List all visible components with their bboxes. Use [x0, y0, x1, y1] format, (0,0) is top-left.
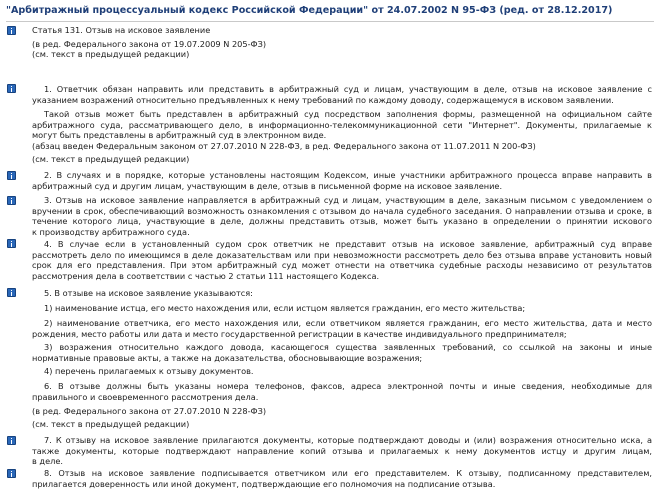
- paragraph-line: правильного и своевременного рассмотрения дела.: [32, 391, 259, 402]
- info-icon[interactable]: [7, 469, 16, 478]
- paragraph-line: прилагается доверенность или иной документ, подтверждающие его полномочия на подписание отзыва.: [32, 478, 496, 489]
- paragraph-line: 8. Отзыв на исковое заявление подписывается ответчиком или его представителем. К отзыву, подписанному представителем,: [44, 468, 652, 478]
- paragraph-line: рассмотреть дело по имеющимся в деле доказательствам или при невозможности рассмотреть дело без отзыва вправе установить новый: [32, 249, 652, 260]
- paragraph-6-note: [32, 406, 652, 429]
- paragraph-6: [32, 381, 652, 402]
- paragraph-line: 1. Ответчик обязан направить или представить в арбитражный суд и лицам, участвующим в деле, отзыв на исковое заявление с: [44, 84, 652, 94]
- paragraph-line: 2. В случаях и в порядке, которые установлены настоящим Кодексом, иные участники арбитражного процесса вправе направить в: [44, 170, 652, 180]
- list-item: 2) наименование ответчика, его место нахождения или, если ответчиком является гражданин, его место жительства, дата и место: [44, 318, 652, 328]
- paragraph-5: [32, 288, 652, 299]
- paragraph-line: течение которого лица, участвующие в деле, должны представить отзыв, может быть указано в определении о принятии искового: [32, 216, 652, 227]
- list-item: 4) перечень прилагаемых к отзыву документов.: [44, 366, 254, 376]
- paragraph-line: рассмотрения дела в соответствии с частью 2 статьи 111 настоящего Кодекса.: [32, 270, 380, 281]
- previous-edition-link[interactable]: (см. текст в предыдущей редакции): [32, 418, 190, 429]
- amendment-note: (абзац введен Федеральным законом от 27.07.2010 N 228-ФЗ, в ред. Федерального закона от 11.07.2011 N 200-ФЗ): [32, 141, 536, 151]
- amendment-note: (в ред. Федерального закона от 27.07.2010 N 228-ФЗ): [32, 406, 267, 416]
- paragraph-5-item-2: [32, 318, 652, 339]
- paragraph-line: 3. Отзыв на исковое заявление направляется в арбитражный суд и лицам, участвующим в деле, заказным письмом с уведомлением о: [44, 195, 652, 205]
- paragraph-line: к производству арбитражного суда.: [32, 226, 190, 237]
- paragraph-line: 4. В случае если в установленный судом срок ответчик не представит отзыв на исковое заявление, арбитражный суд вправе: [44, 239, 652, 249]
- paragraph-5-item-1: [32, 303, 652, 314]
- info-icon[interactable]: [7, 84, 16, 93]
- paragraph-line: также документы, которые подтверждают направление копий отзыва и прилагаемых к нему документов истцу и другим лицам,: [32, 445, 652, 456]
- paragraph-line: 7. К отзыву на исковое заявление прилагаются документы, которые подтверждают доводы и (или) возражения относительно иска, а: [44, 435, 652, 445]
- list-item: 3) возражения относительно каждого довода, касающегося существа заявленных требований, со ссылкой на законы и иные: [44, 342, 652, 352]
- list-item: 1) наименование истца, его место нахождения или, если истцом является гражданин, его место жительства;: [44, 303, 526, 313]
- paragraph-line: 6. В отзыве должны быть указаны номера телефонов, факсов, адреса электронной почты и иные сведения, необходимые для: [44, 381, 652, 391]
- paragraph-line: 5. В отзыве на исковое заявление указываются:: [44, 288, 253, 298]
- document-title: "Арбитражный процессуальный кодекс Российской Федерации" от 24.07.2002 N 95-ФЗ (ред. от 28.12.2017): [6, 5, 613, 16]
- paragraph-4: [32, 239, 652, 281]
- paragraph-7: [32, 435, 652, 467]
- revision-note: (в ред. Федерального закона от 19.07.2009 N 205-ФЗ): [32, 38, 267, 49]
- article-header: [32, 25, 652, 60]
- paragraph-2: [32, 170, 652, 191]
- paragraph-1: [32, 84, 652, 105]
- paragraph-line: арбитражный суд и другим лицам, участвующим в деле, отзыв в письменной форме на исковое заявление.: [32, 180, 503, 191]
- info-icon[interactable]: [7, 436, 16, 445]
- paragraph-line: Такой отзыв может быть представлен в арбитражный суд посредством заполнения формы, размещенной на официальном сайте: [44, 109, 652, 119]
- previous-edition-link[interactable]: (см. текст в предыдущей редакции): [32, 153, 190, 164]
- paragraph-line: вручении в срок, обеспечивающий возможность ознакомления с отзывом до начала судебного заседания. О направлении отзыва и сроке, в: [32, 205, 652, 216]
- paragraph-1-second: [32, 109, 652, 141]
- paragraph-line: в деле.: [32, 456, 63, 467]
- paragraph-1-note: [32, 141, 652, 164]
- info-icon[interactable]: [7, 239, 16, 248]
- paragraph-line: срок для его представления. При этом арбитражный суд может отнести на ответчика судебные расходы независимо от результатов: [32, 260, 652, 271]
- paragraph-3: [32, 195, 652, 237]
- paragraph-5-item-3: [32, 342, 652, 363]
- paragraph-5-item-4: [32, 366, 652, 377]
- title-divider: [6, 21, 654, 22]
- list-item: рождения, место работы или дата и место государственной регистрации в качестве индивидуального предпринимателя;: [32, 328, 567, 339]
- previous-edition-link[interactable]: (см. текст в предыдущей редакции): [32, 49, 190, 60]
- info-icon[interactable]: [7, 171, 16, 180]
- info-icon[interactable]: [7, 26, 16, 35]
- info-icon[interactable]: [7, 196, 16, 205]
- paragraph-line: указанием возражений относительно предъявленных к нему требований по каждому доводу, содержащемуся в исковом заявлении.: [32, 94, 614, 105]
- paragraph-8: [32, 468, 652, 489]
- info-icon[interactable]: [7, 288, 16, 297]
- paragraph-line: могут быть представлены в арбитражный суд в электронном виде.: [32, 130, 327, 141]
- paragraph-line: арбитражного суда, рассматривающего дело, в информационно-телекоммуникационной сети "Интернет". Документы, прилагаемые к: [32, 119, 652, 130]
- list-item: нормативные правовые акты, а также на доказательства, обосновывающие возражения;: [32, 352, 423, 363]
- article-title: Статья 131. Отзыв на исковое заявление: [32, 25, 211, 35]
